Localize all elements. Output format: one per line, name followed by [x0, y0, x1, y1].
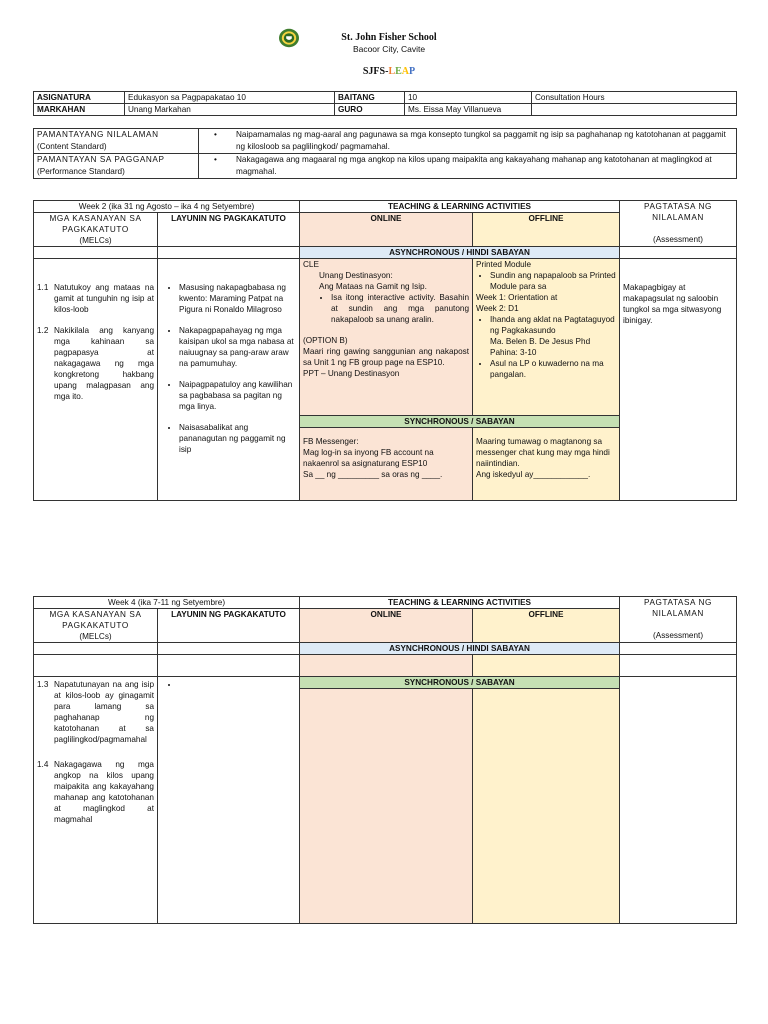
subject-value: Edukasyon sa Pagpapakatao 10	[125, 92, 335, 104]
leap-letter: L	[388, 66, 396, 77]
week4-tla-heading: TEACHING & LEARNING ACTIVITIES	[300, 597, 620, 609]
week2-tla-heading: TEACHING & LEARNING ACTIVITIES	[300, 201, 620, 213]
week4-online-async	[300, 655, 473, 677]
week2-assessment-heading: PAGTATASA NG NILALAMAN (Assessment)	[620, 201, 737, 247]
week2-assessment: Makapagbigay at makapagsulat ng saloobin tungkol sa mga sitwasyong ibinigay.	[620, 259, 737, 501]
teacher-value: Ms. Eissa May Villanueva	[405, 104, 532, 116]
week2-online-async: CLE Unang Destinasyon: Ang Mataas na Gamit ng Isip. • Isa itong interactive activity. Basahin at sundin ang mga panutong nakapaloob sa unang aralin. (OPTION B) Maari ring gawing sanggunian ang nakapost sa Unit 1 ng FB group page na ESP10. PPT – Unang Destinasyon	[300, 259, 473, 416]
week2-sync-bar: SYNCHRONOUS / SABAYAN	[300, 416, 620, 428]
week2-table	[33, 200, 737, 501]
week2-layunin-heading: LAYUNIN NG PAGKAKATUTO	[158, 213, 300, 247]
content-standard-text: • Naipamamalas ng mag-aaral ang pagunawa sa mga konsepto tungkol sa paggamit ng isip sa paghahanap ng katotohanan at paggamit ng kilosloob sa paglilingkod/ pagmamahal.	[199, 129, 737, 154]
standards-table	[33, 128, 737, 179]
week4-offline-sync	[473, 689, 620, 924]
leap-letters	[388, 66, 415, 77]
week4-layunin	[158, 677, 300, 924]
quarter-label: MARKAHAN	[34, 104, 125, 116]
week2-layunin	[158, 259, 300, 501]
school-logo	[278, 28, 300, 48]
week4-async-bar: ASYNCHRONOUS / HINDI SABAYAN	[300, 643, 620, 655]
layunin-item: • Naisasabalikat ang pananagutan ng paggamit ng isip	[179, 422, 296, 455]
week2-online-heading: ONLINE	[300, 213, 473, 247]
week4-assessment	[620, 677, 737, 924]
school-city: Bacoor City, Cavite	[352, 44, 426, 54]
melc-item: 1.3 Napatutunayan na ang isip at kilos-loob ay ginagamit para lamang sa paghahanap ng katotohanan at sa paglilingkod/pagmamahal	[37, 680, 154, 744]
week4-online-sync	[300, 689, 473, 924]
grade-value: 10	[405, 92, 532, 104]
melc-item: 1.1 Natutukoy ang mataas na gamit at tunguhin ng isip at kilos-loob	[37, 283, 154, 314]
week4-offline-heading: OFFLINE	[473, 609, 620, 643]
layunin-item: • Naipagpapatuloy ang kawilihan sa pagbabasa sa pagitan ng mga linya.	[179, 379, 296, 412]
leap-letter: P	[409, 66, 416, 77]
week2-melcs-heading: MGA KASANAYAN SA PAGKAKATUTO (MELCs)	[34, 213, 158, 247]
grade-label: BAITANG	[335, 92, 405, 104]
week4-melcs-heading: MGA KASANAYAN SA PAGKAKATUTO (MELCs)	[34, 609, 158, 643]
performance-standard-text: • Nakagagawa ang magaaral ng mga angkop na kilos upang maipakita ang kakayahang mahanap ang katotohanan at maglingkod at magmahal.	[199, 154, 737, 179]
melc-item: 1.4 Nakagagawa ng mga angkop na kilos upang maipakita ang kakayahang mahanap ang katotohanan at maglingkod at magmahal	[37, 760, 154, 824]
melc-item: 1.2 Nakikilala ang kanyang mga kahinaan sa pagpapasya at nakagagawa ng mga kongkretong hakbang upang malagpasan ang mga ito.	[37, 326, 154, 401]
school-name: St. John Fisher School	[341, 32, 437, 43]
subject-label: ASIGNATURA	[34, 92, 125, 104]
teacher-label: GURO	[335, 104, 405, 116]
program-prefix: SJFS-	[362, 66, 389, 77]
week2-offline-async: Printed Module • Sundin ang napapaloob sa Printed Module para sa Week 1: Orientation at Week 2: D1 • Ihanda ang aklat na Pagtataguyod ng Pagkakasundo Ma. Belen B. De Jesus Phd Pahina: 3-10 • Asul na LP o kuwaderno na ma pangalan.	[473, 259, 620, 416]
layunin-item	[179, 679, 296, 690]
week4-title: Week 4 (ika 7-11 ng Setyembre)	[34, 597, 300, 609]
layunin-item: • Masusing nakapagbabasa ng kwento: Maraming Patpat na Pigura ni Ronaldo Milagroso	[179, 282, 296, 315]
course-info-table	[33, 91, 737, 116]
week4-sync-bar: SYNCHRONOUS / SABAYAN	[300, 677, 620, 689]
leap-letter: E	[395, 66, 402, 77]
leap-letter: A	[401, 66, 410, 77]
week4-offline-async	[473, 655, 620, 677]
consultation-hours: Consultation Hours	[532, 92, 737, 104]
layunin-item: • Nakapagpapahayag ng mga kaisipan ukol sa mga nabasa at naiuugnay sa pang-araw araw na pamumuhay.	[179, 325, 296, 369]
week4-online-heading: ONLINE	[300, 609, 473, 643]
empty-cell	[532, 104, 737, 116]
program-title	[300, 66, 478, 79]
week2-melcs	[34, 259, 158, 501]
week4-melcs	[34, 677, 158, 924]
week2-async-bar: ASYNCHRONOUS / HINDI SABAYAN	[300, 247, 620, 259]
content-standard-label: PAMANTAYANG NILALAMAN (Content Standard)	[34, 129, 199, 154]
week2-offline-heading: OFFLINE	[473, 213, 620, 247]
week4-layunin-heading: LAYUNIN NG PAGKAKATUTO	[158, 609, 300, 643]
week2-online-sync: FB Messenger: Mag log-in sa inyong FB account na nakaenrol sa asignaturang ESP10 Sa __ ng _________ sa oras ng ____.	[300, 428, 473, 501]
week2-title: Week 2 (ika 31 ng Agosto – ika 4 ng Setyembre)	[34, 201, 300, 213]
week2-offline-sync: Maaring tumawag o magtanong sa messenger chat kung may mga hindi naiintindian. Ang iskedyul ay____________.	[473, 428, 620, 501]
quarter-value: Unang Markahan	[125, 104, 335, 116]
performance-standard-label: PAMANTAYAN SA PAGGANAP (Performance Standard)	[34, 154, 199, 179]
week4-assessment-heading: PAGTATASA NG NILALAMAN (Assessment)	[620, 597, 737, 643]
week4-table	[33, 596, 737, 924]
